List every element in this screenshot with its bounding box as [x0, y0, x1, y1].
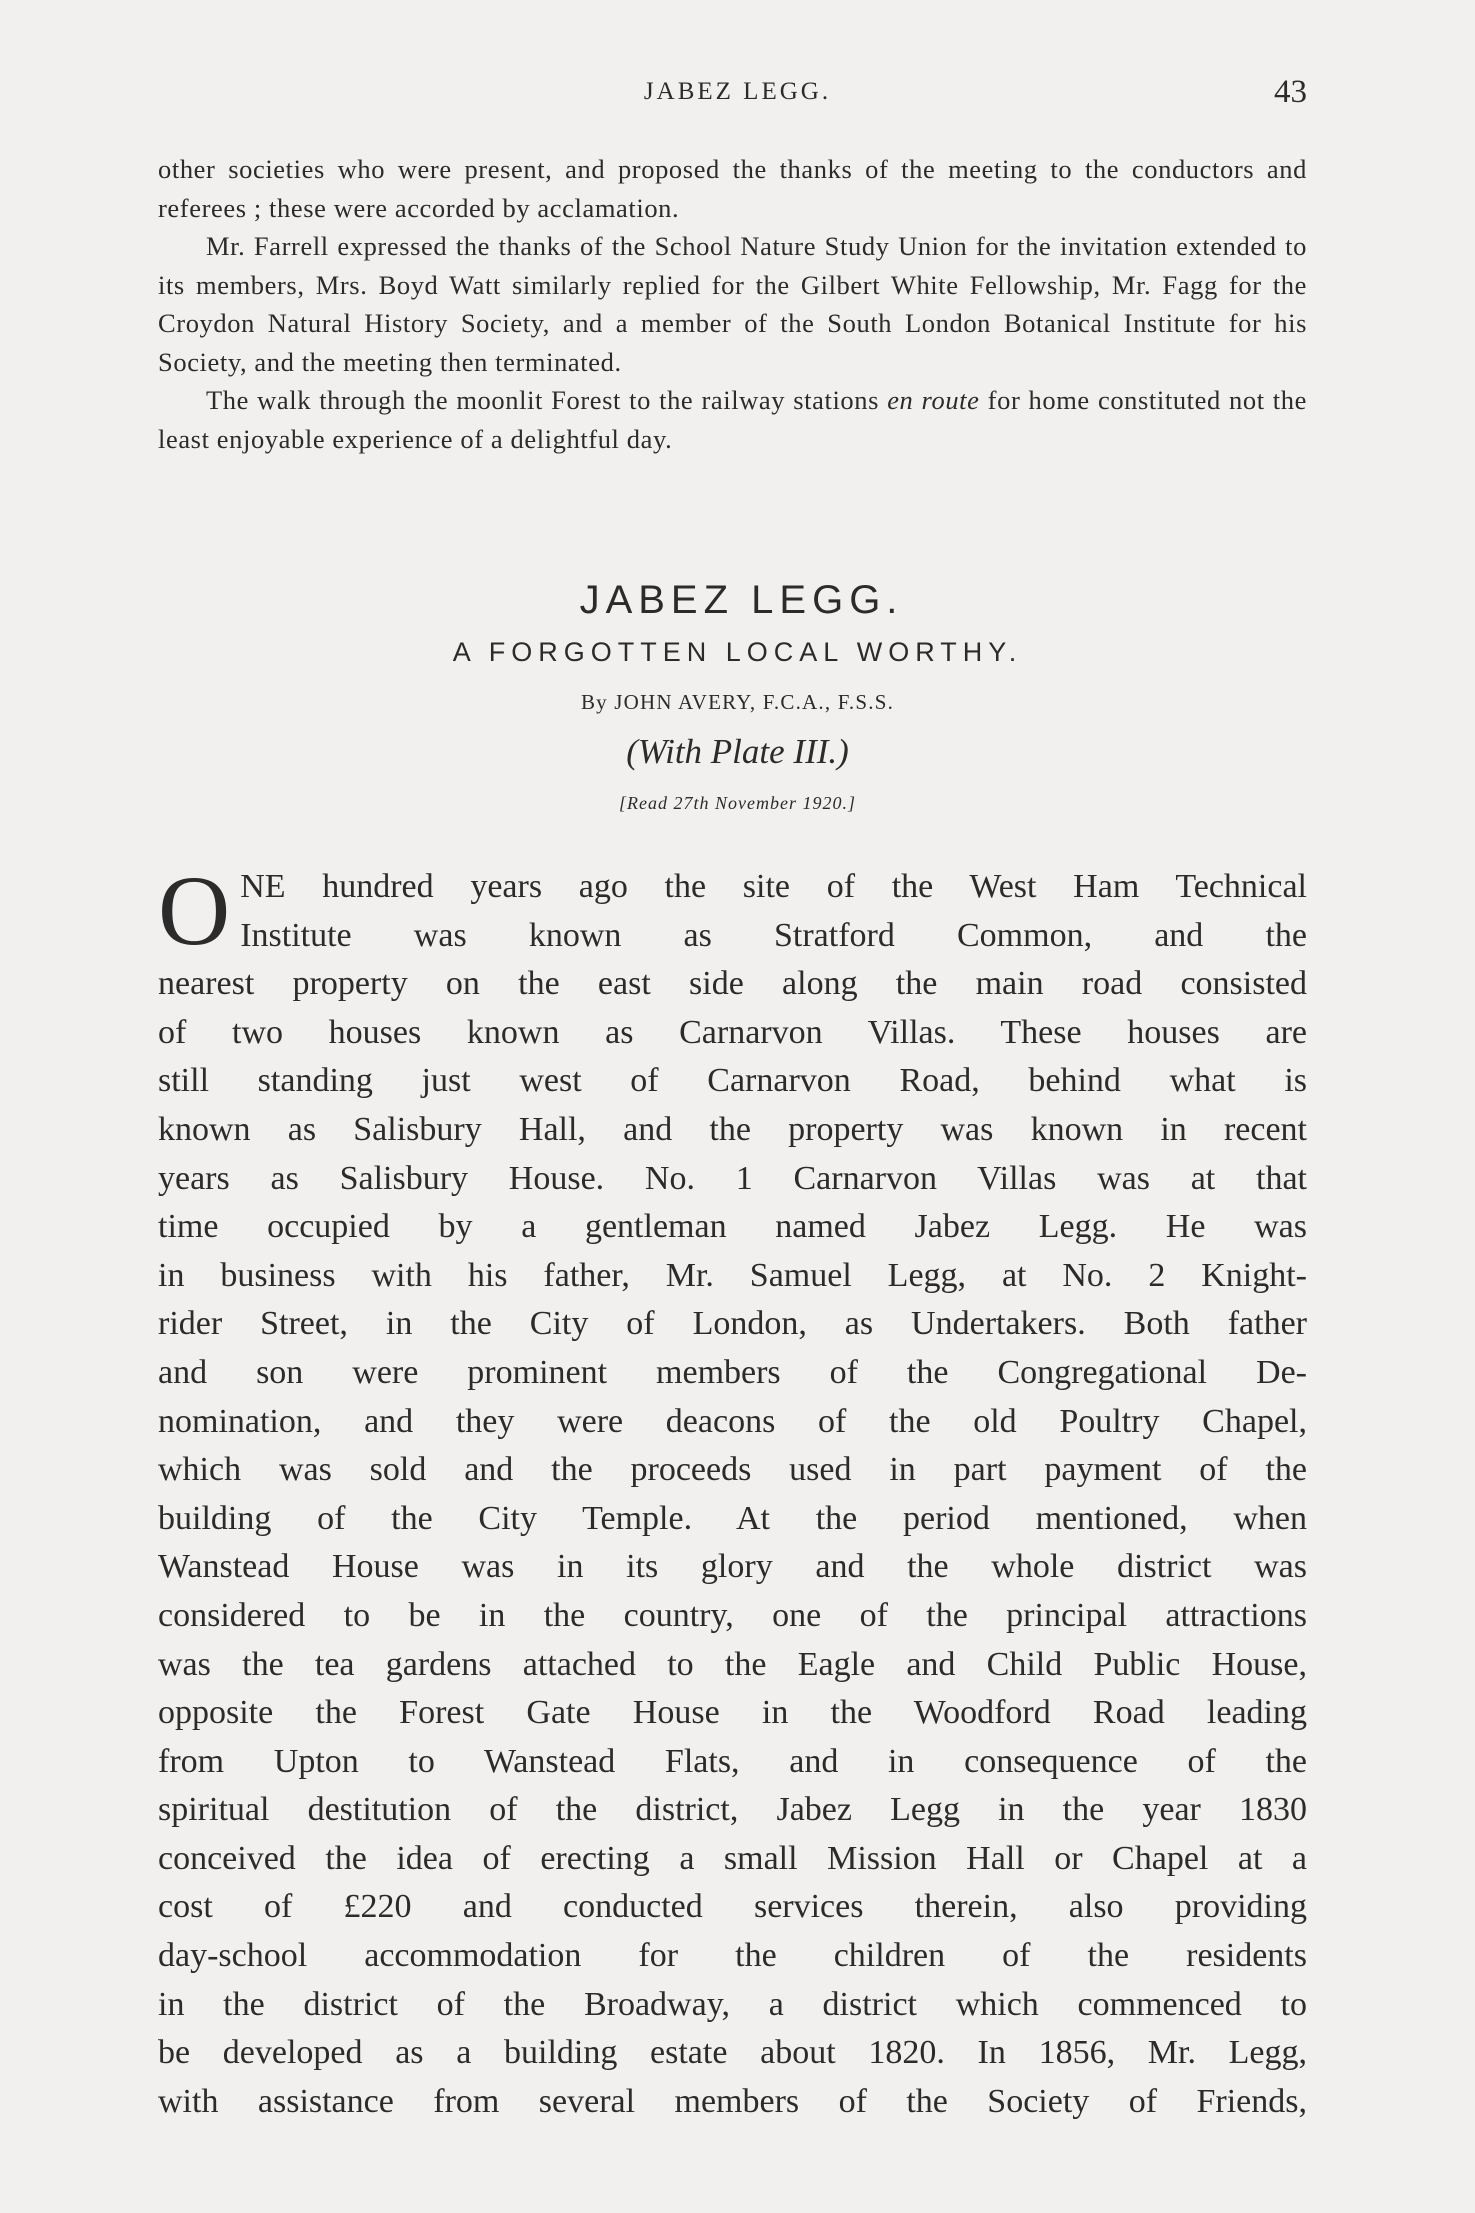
- text-line: rider Street, in the City of London, as Undertakers. Both father: [158, 1305, 1307, 1343]
- body-paragraph: [158, 855, 1307, 2126]
- text-line: conceived the idea of erecting a small Mission Hall or Chapel at a: [158, 1839, 1307, 1877]
- text-line: nomination, and they were deacons of the old Poultry Chapel,: [158, 1402, 1307, 1440]
- paragraph: Mr. Farrell expressed the thanks of the School Nature Study Union for the invitation extended to its members, Mrs. Boyd Watt similarly replied for the Gilbert White Fellowship, Mr. Fagg for the Croydon Natural History Society, and a member of the South London Botanical Institute for his Society, and the meeting then terminated.: [158, 231, 1307, 377]
- byline: By JOHN AVERY, F.C.A., F.S.S.: [580, 690, 895, 714]
- text-line: spiritual destitution of the district, Jabez Legg in the year 1830: [158, 1791, 1307, 1829]
- text-line: still standing just west of Carnarvon Road, behind what is: [158, 1062, 1307, 1100]
- read-date: [Read 27th November 1920.]: [619, 793, 856, 813]
- text-line: day-school accommodation for the children of the residents: [158, 1937, 1307, 1975]
- article-subtitle: A FORGOTTEN LOCAL WORTHY.: [452, 637, 1023, 667]
- text-line: considered to be in the country, one of the principal attractions: [158, 1596, 1307, 1634]
- drop-cap: O: [158, 855, 231, 966]
- text-line: building of the City Temple. At the period mentioned, when: [158, 1499, 1307, 1537]
- text-line: Institute was known as Stratford Common, and the: [240, 916, 1307, 954]
- page-number: 43: [1274, 74, 1307, 110]
- text-line: nearest property on the east side along the main road consisted: [158, 965, 1307, 1003]
- text-line: years as Salisbury House. No. 1 Carnarvon Villas was at that: [158, 1159, 1307, 1197]
- text-line: time occupied by a gentleman named Jabez Legg. He was: [158, 1208, 1307, 1246]
- previous-article-ending: [158, 150, 1307, 458]
- text-line: of two houses known as Carnarvon Villas. These houses are: [158, 1013, 1307, 1051]
- text-line: was the tea gardens attached to the Eagle and Child Public House,: [158, 1645, 1307, 1683]
- text-line: NE hundred years ago the site of the West Ham Technical: [240, 868, 1307, 905]
- italic-phrase: en route: [887, 385, 980, 415]
- text-line: from Upton to Wanstead Flats, and in consequence of the: [158, 1742, 1307, 1780]
- article-heading: [0, 570, 1475, 820]
- running-title: JABEZ LEGG.: [643, 78, 832, 105]
- text-line: cost of £220 and conducted services therein, also providing: [158, 1888, 1307, 1926]
- text-line: opposite the Forest Gate House in the Woodford Road leading: [158, 1694, 1307, 1732]
- text-line: with assistance from several members of the Society of Friends,: [158, 2082, 1307, 2120]
- paragraph: other societies who were present, and proposed the thanks of the meeting to the conductors and referees ; these were accorded by acclamation.: [158, 154, 1307, 223]
- text-line: Wanstead House was in its glory and the whole district was: [158, 1548, 1307, 1586]
- text-line: known as Salisbury Hall, and the property was known in recent: [158, 1110, 1307, 1148]
- text-line: in business with his father, Mr. Samuel Legg, at No. 2 Knight-: [158, 1256, 1307, 1294]
- body-lines: [158, 855, 1307, 2126]
- paragraph: The walk through the moonlit Forest to the railway stations en route for home constituted not the least enjoyable experience of a delightful day.: [158, 385, 1307, 454]
- text-line: be developed as a building estate about 1820. In 1856, Mr. Legg,: [158, 2034, 1307, 2072]
- text-line: which was sold and the proceeds used in part payment of the: [158, 1451, 1307, 1489]
- running-head: [0, 74, 1475, 114]
- text-line: and son were prominent members of the Congregational De-: [158, 1353, 1307, 1391]
- text-line: in the district of the Broadway, a district which commenced to: [158, 1985, 1307, 2023]
- plate-note: (With Plate III.): [626, 732, 849, 771]
- article-body: [158, 855, 1307, 2126]
- article-title: JABEZ LEGG.: [579, 578, 904, 622]
